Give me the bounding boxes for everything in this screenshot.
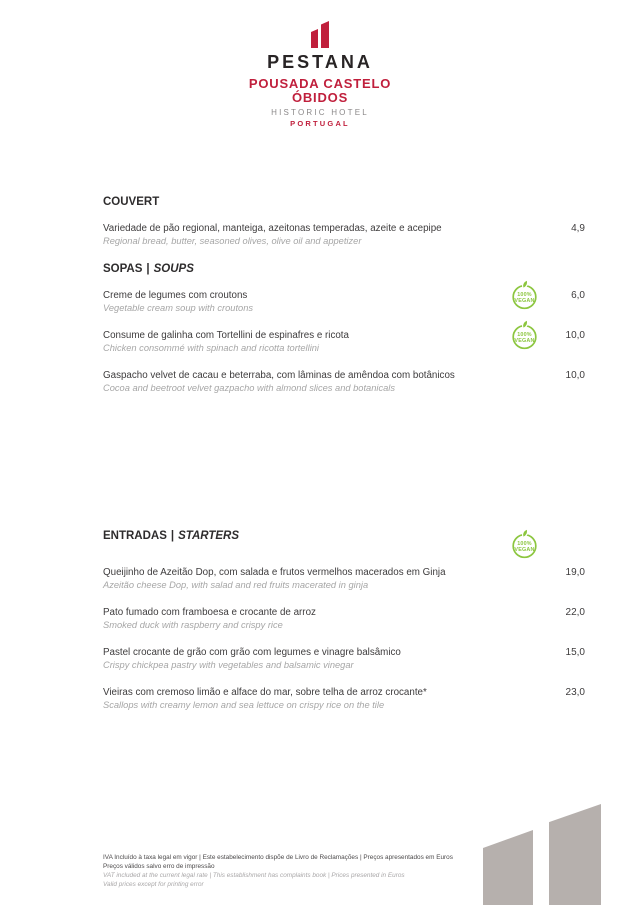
menu-item [103,369,585,395]
section-entradas [103,530,585,712]
badge-slot [508,369,541,382]
vegan-100-badge-icon [510,279,539,312]
vegan-badge-text-bottom: VEGAN [514,547,535,553]
section-title-en: STARTERS [178,530,240,542]
item-name-pt: Pato fumado com framboesa e crocante de arroz [103,607,316,618]
badge-slot [508,606,541,619]
badge-slot [508,289,541,302]
logo-bar-right-icon [321,21,329,48]
item-name-en: Smoked duck with raspberry and crispy rice [103,620,283,630]
badge-slot [508,686,541,699]
badge-slot [508,222,541,235]
item-name-en: Azeitão cheese Dop, with salad and red fruits macerated in ginja [103,580,369,590]
menu-item-text [103,646,508,672]
item-name-en: Chicken consommé with spinach and ricotta tortellini [103,343,319,353]
menu-item [103,329,585,355]
item-name-en: Regional bread, butter, seasoned olives, olive oil and appetizer [103,236,362,246]
vegan-badge-text-top: 100% [517,291,532,298]
badge-slot [508,566,541,579]
brand-name: PESTANA [267,52,373,72]
item-name-en: Vegetable cream soup with croutons [103,303,254,313]
menu-item [103,606,585,632]
footer-legal [103,853,523,889]
item-name-pt: Creme de legumes com croutons [103,290,248,301]
item-price: 23,0 [565,687,585,698]
pestana-watermark-bar-small-icon [483,830,533,905]
item-name-pt: Consume de galinha com Tortellini de espinafres e ricota [103,330,349,341]
section-title [103,263,585,276]
menu-item-text [103,369,508,395]
section-title-en: SOUPS [153,263,194,275]
menu-item [103,686,585,712]
item-price: 10,0 [565,370,585,381]
section-title-separator: | [146,263,150,275]
section-couvert [103,196,585,248]
footer-line-pt-2: Preços válidos salvo erro de impressão [103,863,215,870]
footer-line-pt-1: IVA Incluído à taxa legal em vigor | Este estabelecimento dispõe de Livro de Reclamações | Preços apresentados em Euros [103,854,453,861]
menu-item-text [103,289,508,315]
menu-item-text [103,686,508,712]
item-name-pt: Gaspacho velvet de cacau e beterraba, com lâminas de amêndoa com botânicos [103,370,455,381]
section-title [103,196,585,209]
vegan-badge-text-bottom: VEGAN [514,298,535,304]
brand-tagline: HISTORIC HOTEL [271,108,369,117]
item-name-pt: Pastel crocante de grão com grão com legumes e vinagre balsâmico [103,647,401,658]
menu-item [103,646,585,672]
item-price: 4,9 [571,223,585,234]
item-price: 19,0 [565,567,585,578]
menu-item [103,566,585,592]
property-name-line1: POUSADA CASTELO [248,76,392,91]
vegan-100-badge-icon [510,319,539,352]
brand-header [0,20,640,128]
badge-slot [508,646,541,659]
item-name-en: Cocoa and beetroot velvet gazpacho with almond slices and botanicals [103,383,395,393]
item-name-pt: Variedade de pão regional, manteiga, azeitonas temperadas, azeite e acepipe [103,223,442,234]
item-name-pt: Queijinho de Azeitão Dop, com salada e frutos vermelhos macerados em Ginja [103,567,446,578]
section-title-separator: | [170,530,175,542]
menu-item [103,289,585,315]
property-name [0,77,640,105]
footer-line-en-1: VAT included at the current legal rate | This establishment has complaints book | Prices presented in Euros [103,872,405,879]
menu-item-text [103,566,508,592]
section-title-pt: ENTRADAS [103,530,167,542]
pestana-watermark-bar-large-icon [549,804,601,905]
property-name-line2: ÓBIDOS [291,90,349,105]
pestana-logo-mark-icon [0,20,640,48]
item-name-en: Scallops with creamy lemon and sea lettuce on crispy rice on the tile [103,700,385,710]
section-title-pt: COUVERT [103,196,160,208]
vegan-badge-text-bottom: VEGAN [514,338,535,344]
item-price: 22,0 [565,607,585,618]
vegan-badge-text-top: 100% [517,331,532,338]
item-price: 15,0 [565,647,585,658]
badge-slot [508,528,541,561]
item-price: 10,0 [565,330,585,341]
vegan-badge-text-top: 100% [517,540,532,547]
item-name-pt: Vieiras com cremoso limão e alface do mar, sobre telha de arroz crocante* [103,687,427,698]
menu-content [103,196,585,712]
menu-item [103,222,585,248]
menu-item-text [103,222,508,248]
item-name-en: Crispy chickpea pastry with vegetables and balsamic vinegar [103,660,354,670]
menu-item-text [103,329,508,355]
item-price: 6,0 [571,290,585,301]
logo-bar-left-icon [311,29,318,48]
footer-line-en-2: Valid prices except for printing error [103,881,204,888]
badge-slot [508,329,541,342]
section-title-pt: SOPAS [103,263,143,275]
vegan-100-badge-icon [510,528,539,561]
section-sopas [103,263,585,395]
menu-item-text [103,606,508,632]
brand-country: PORTUGAL [290,119,350,128]
